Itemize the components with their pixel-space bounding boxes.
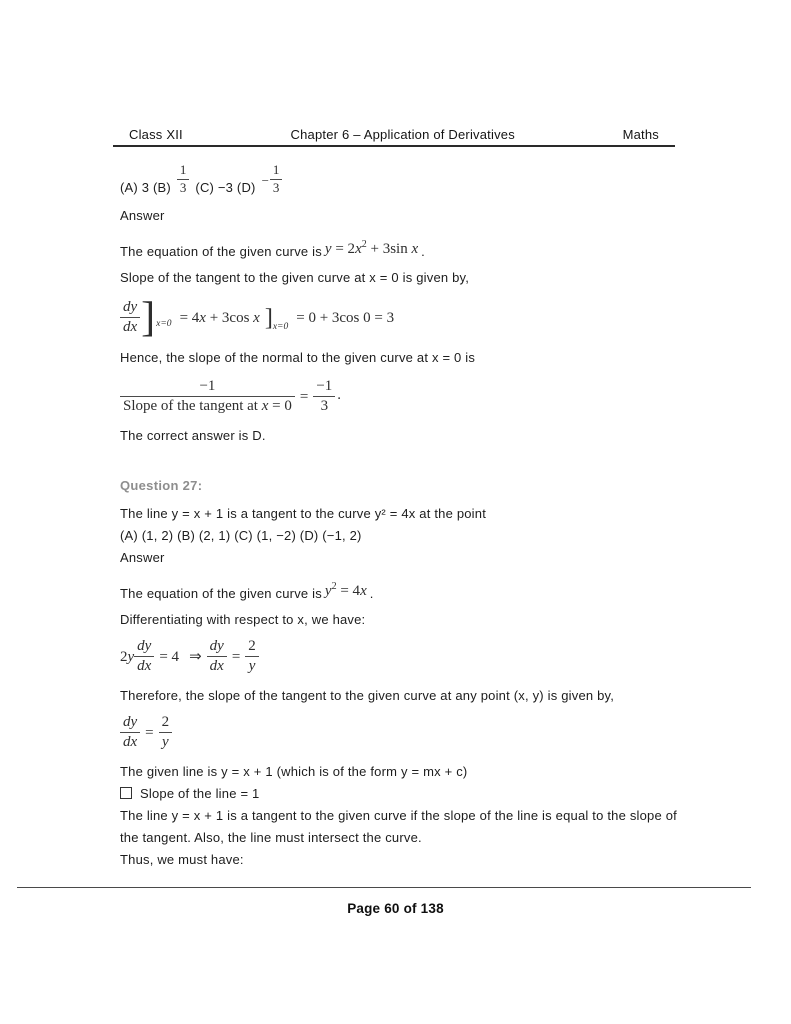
page-number: Page 60 of 138: [347, 901, 444, 916]
fraction-denominator: 3: [179, 179, 187, 195]
q26-slope-given-line: Slope of the tangent to the given curve at x = 0 is given by,: [120, 269, 470, 285]
fraction-denominator: [120, 397, 295, 417]
sentence-period: .: [337, 386, 342, 403]
fraction-denominator: dx: [123, 734, 138, 751]
q26-conclusion: The correct answer is D.: [120, 427, 266, 443]
sentence-period: .: [369, 585, 374, 601]
q26-options-text-2: (C) −3 (D): [195, 179, 256, 195]
q27-answer-label: Answer: [120, 549, 165, 565]
math-var-x: x: [261, 398, 269, 415]
math-text: = 0 + 3cos 0 = 3: [296, 309, 395, 326]
dy-dx-fraction: [134, 637, 154, 677]
dy-dx-fraction: [207, 637, 227, 677]
math-var-y: y: [324, 240, 332, 257]
fraction-numerator: 1: [270, 162, 283, 180]
math-var-y: y: [324, 582, 332, 599]
math-text: [180, 307, 260, 329]
math-superscript: 2: [361, 238, 367, 250]
q27-options-line: (A) (1, 2) (B) (2, 1) (C) (1, −2) (D) (−1, 2): [120, 527, 362, 543]
fraction-numerator: −1: [120, 377, 295, 398]
fraction-denominator: dx: [137, 658, 152, 675]
math-var-x: x: [355, 240, 362, 257]
q26-curve-equation: [324, 238, 419, 257]
fraction-numerator: −1: [313, 377, 335, 398]
q26-option-d-fraction: [270, 162, 283, 197]
q26-answer-label: Answer: [120, 207, 165, 223]
fraction-numerator: dy: [207, 637, 227, 658]
footer-divider: [17, 887, 751, 888]
header-class-label: Class XII: [129, 127, 183, 142]
q27-thus-line: Thus, we must have:: [120, 851, 244, 867]
normal-slope-fraction: [120, 377, 295, 417]
equals-sign: =: [145, 724, 154, 741]
q27-slope-formula: [120, 713, 682, 753]
math-var-x: x: [199, 309, 206, 326]
q27-given-line: The given line is y = x + 1 (which is of the form y = mx + c): [120, 763, 468, 779]
fraction-numerator: 2: [245, 637, 259, 658]
q27-curve-equation-line: [120, 579, 682, 605]
math-text: = 2: [331, 240, 356, 257]
q26-normal-slope-formula: [120, 377, 682, 417]
two-over-y-fraction: [159, 713, 173, 753]
math-text: = 4: [336, 582, 361, 599]
dy-dx-fraction: [120, 298, 140, 338]
fraction-denominator: 3: [320, 398, 329, 415]
evaluation-bracket: ]: [264, 304, 273, 331]
math-text: + 3cos: [205, 309, 254, 326]
fraction-denominator: dx: [123, 319, 138, 336]
math-var-x: x: [253, 309, 260, 326]
math-text: = 4: [179, 309, 200, 326]
dy-dx-fraction: [120, 713, 140, 753]
two-over-y-fraction: [245, 637, 259, 677]
header-subject-label: Maths: [622, 127, 659, 142]
q27-curve-intro: The equation of the given curve is: [120, 585, 322, 601]
minus-sign: −: [261, 172, 269, 188]
result-fraction: [313, 377, 335, 417]
implies-arrow: ⇒: [189, 648, 202, 665]
q27-tangency-condition: The line y = x + 1 is a tangent to the given curve if the slope of the line is equal to the slope of the tangent. Also, the line must intersect the curve.: [120, 807, 677, 845]
math-text: Slope of the tangent at: [123, 398, 262, 415]
square-box-icon: [120, 787, 132, 799]
equals-sign: =: [299, 388, 309, 405]
fraction-denominator: y: [162, 734, 169, 751]
q27-statement: The line y = x + 1 is a tangent to the curve y² = 4x at the point: [120, 505, 487, 521]
q27-derivative-formula: [120, 637, 682, 677]
q27-therefore-line: Therefore, the slope of the tangent to the given curve at any point (x, y) is given by,: [120, 687, 615, 703]
evaluation-subscript: x=0: [156, 318, 172, 329]
q27-curve-equation: [324, 580, 367, 599]
math-text: + 3sin: [366, 240, 412, 257]
fraction-numerator: dy: [120, 713, 140, 734]
q27-slope-statement: Slope of the line = 1: [140, 785, 260, 801]
math-coefficient: 2: [120, 648, 128, 665]
evaluation-bracket: ]: [141, 294, 156, 341]
q27-slope-statement-line: [120, 783, 682, 805]
fraction-denominator: y: [248, 658, 256, 675]
header-chapter-title: Chapter 6 – Application of Derivatives: [290, 127, 515, 142]
q26-curve-intro: The equation of the given curve is: [120, 243, 322, 259]
math-var-y: y: [127, 648, 135, 665]
page-content: [120, 150, 682, 871]
q26-derivative-formula: [120, 294, 682, 341]
evaluation-subscript: x=0: [272, 321, 289, 332]
math-text: = 4: [159, 648, 180, 665]
fraction-numerator: dy: [120, 298, 140, 319]
q26-normal-line: Hence, the slope of the normal to the given curve at x = 0 is: [120, 349, 476, 365]
math-var-x: x: [411, 240, 419, 257]
fraction-numerator: 1: [177, 162, 190, 180]
q26-options-text-1: (A) 3 (B): [120, 179, 171, 195]
fraction-numerator: dy: [134, 637, 154, 658]
math-var-x: x: [360, 582, 367, 599]
q27-heading: Question 27:: [120, 477, 203, 493]
q26-options-line: [120, 162, 682, 199]
fraction-numerator: 2: [159, 713, 173, 734]
sentence-period: .: [421, 243, 425, 259]
fraction-denominator: dx: [209, 658, 224, 675]
math-text: = 0: [268, 398, 292, 415]
fraction-denominator: 3: [272, 179, 280, 195]
q26-option-b-fraction: [177, 162, 190, 197]
equals-sign: =: [231, 648, 241, 665]
math-superscript: 2: [331, 580, 337, 592]
q27-diff-line: Differentiating with respect to x, we have:: [120, 611, 366, 627]
page-header: [113, 127, 675, 147]
q26-curve-equation-line: [120, 237, 682, 263]
